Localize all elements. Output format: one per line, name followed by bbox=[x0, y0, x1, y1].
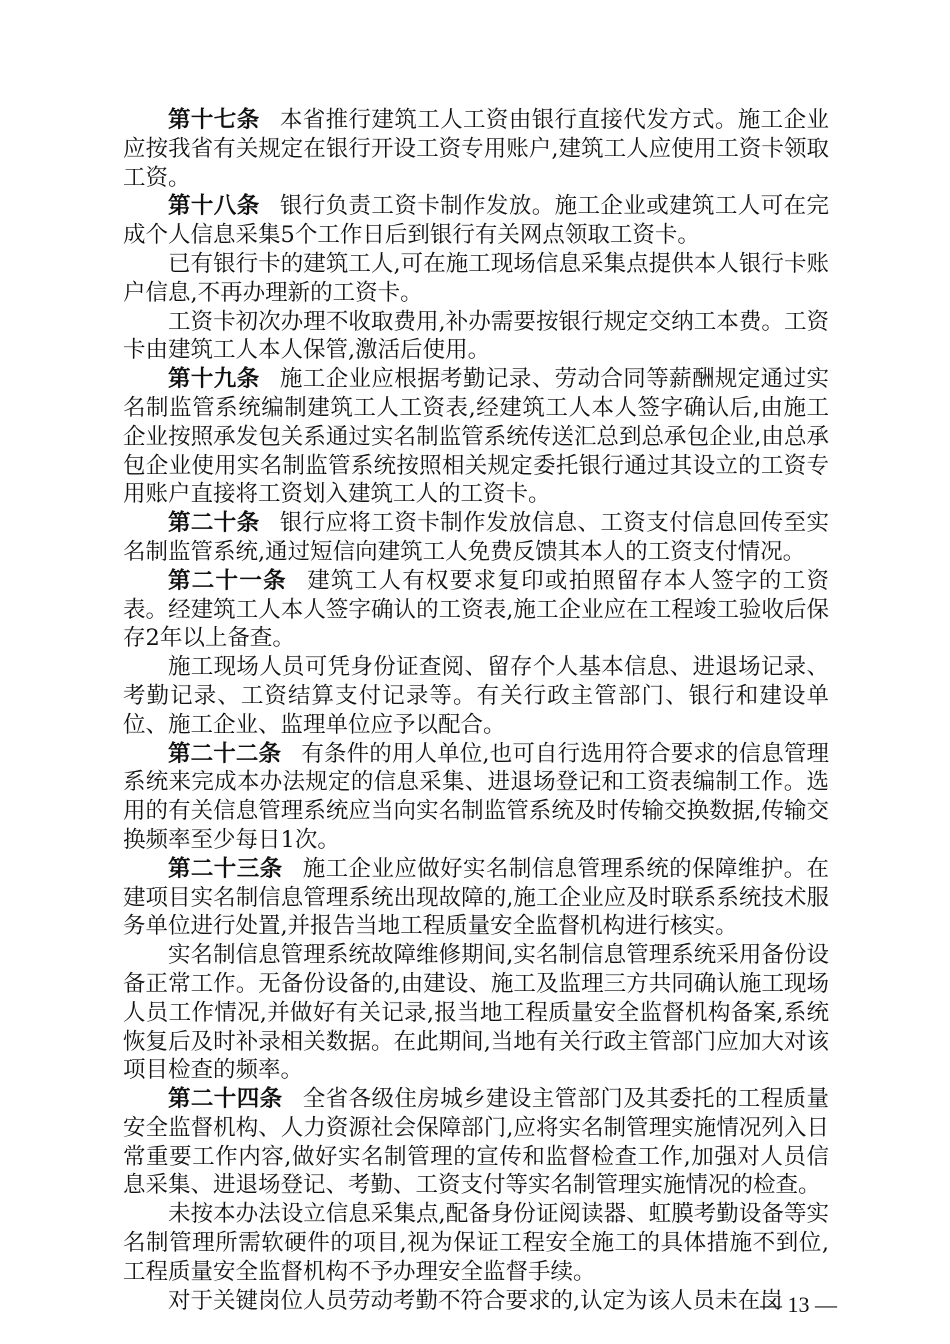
paragraph bbox=[123, 1200, 829, 1286]
paragraph-text: 施工企业应做好实名制信息管理系统的保障维护。在建项目实名制信息管理系统出现故障的,施工企业应及时联系系统技术服务单位进行处置,并报告当地工程质量安全监督机构进行核实。 bbox=[123, 855, 829, 940]
paragraph-text: 实名制信息管理系统故障维修期间,实名制信息管理系统采用备份设备正常工作。无备份设备的,由建设、施工及监理三方共同确认施工现场人员工作情况,并做好有关记录,报当地工程质量安全监督机构备案,系统恢复后及时补录相关数据。在此期间,当地有关行政主管部门应加大对该项目检查的频率。 bbox=[123, 942, 829, 1084]
paragraph-text: 施工企业应根据考勤记录、劳动合同等薪酬规定通过实名制监管系统编制建筑工人工资表,经建筑工人本人签字确认后,由施工企业按照承发包关系通过实名制监管系统传送汇总到总承包企业,由总承包企业使用实名制监管系统按照相关规定委托银行通过其设立的工资专用账户直接将工资划入建筑工人的工资卡。 bbox=[123, 366, 829, 508]
paragraph-text: 全省各级住房城乡建设主管部门及其委托的工程质量安全监督机构、人力资源社会保障部门,应将实名制管理实施情况列入日常重要工作内容,做好实名制管理的宣传和监督检查工作,加强对人员信息采集、进退场登记、考勤、工资支付等实名制管理实施情况的检查。 bbox=[123, 1086, 829, 1199]
paragraph bbox=[123, 250, 829, 308]
paragraph-text: 本省推行建筑工人工资由银行直接代发方式。施工企业应按我省有关规定在银行开设工资专用账户,建筑工人应使用工资卡领取工资。 bbox=[123, 107, 829, 191]
paragraph-text: 未按本办法设立信息采集点,配备身份证阅读器、虹膜考勤设备等实名制管理所需软硬件的项目,视为保证工程安全施工的具体措施不到位,工程质量安全监督机构不予办理安全监督手续。 bbox=[123, 1201, 829, 1285]
page-number: — 13 — bbox=[760, 1292, 837, 1317]
paragraph bbox=[123, 192, 829, 250]
paragraph-text: 建筑工人有权要求复印或拍照留存本人签字的工资表。经建筑工人本人签字确认的工资表,施工企业应在工程竣工验收后保存2年以上备查。 bbox=[123, 567, 829, 652]
document-body bbox=[123, 106, 829, 1315]
article-number: 第十九条 bbox=[168, 366, 260, 393]
paragraph bbox=[123, 365, 829, 509]
article-number: 第十七条 bbox=[168, 107, 260, 133]
paragraph-text: 工资卡初次办理不收取费用,补办需要按银行规定交纳工本费。工资卡由建筑工人本人保管,激活后使用。 bbox=[123, 308, 829, 364]
paragraph bbox=[123, 106, 829, 192]
paragraph-text: 银行应将工资卡制作发放信息、工资支付信息回传至实名制监管系统,通过短信向建筑工人免费反馈其本人的工资支付情况。 bbox=[123, 510, 829, 565]
paragraph-text: 施工现场人员可凭身份证查阅、留存个人基本信息、进退场记录、考勤记录、工资结算支付记录等。有关行政主管部门、银行和建设单位、施工企业、监理单位应予以配合。 bbox=[123, 654, 829, 738]
article-number: 第二十条 bbox=[168, 510, 260, 537]
paragraph bbox=[123, 653, 829, 739]
article-number: 第二十四条 bbox=[168, 1086, 283, 1113]
paragraph bbox=[123, 1287, 829, 1316]
paragraph-text: 有条件的用人单位,也可自行选用符合要求的信息管理系统来完成本办法规定的信息采集、进退场登记和工资表编制工作。选用的有关信息管理系统应当向实名制监管系统及时传输交换数据,传输交换频率至少每日1次。 bbox=[123, 740, 829, 853]
paragraph-text: 已有银行卡的建筑工人,可在施工现场信息采集点提供本人银行卡账户信息,不再办理新的工资卡。 bbox=[123, 250, 829, 306]
paragraph-text: 银行负责工资卡制作发放。施工企业或建筑工人可在完成个人信息采集5个工作日后到银行有关网点领取工资卡。 bbox=[123, 193, 829, 249]
paragraph bbox=[123, 308, 829, 366]
article-number: 第十八条 bbox=[168, 193, 260, 220]
paragraph bbox=[123, 567, 829, 653]
paragraph bbox=[123, 941, 829, 1085]
paragraph bbox=[123, 1085, 829, 1200]
article-number: 第二十二条 bbox=[168, 740, 282, 767]
paragraph bbox=[123, 509, 829, 567]
paragraph bbox=[123, 740, 829, 855]
paragraph-text: 对于关键岗位人员劳动考勤不符合要求的,认定为该人员未在岗 bbox=[168, 1287, 783, 1314]
article-number: 第二十一条 bbox=[168, 567, 287, 594]
article-number: 第二十三条 bbox=[168, 855, 283, 882]
paragraph bbox=[123, 855, 829, 941]
